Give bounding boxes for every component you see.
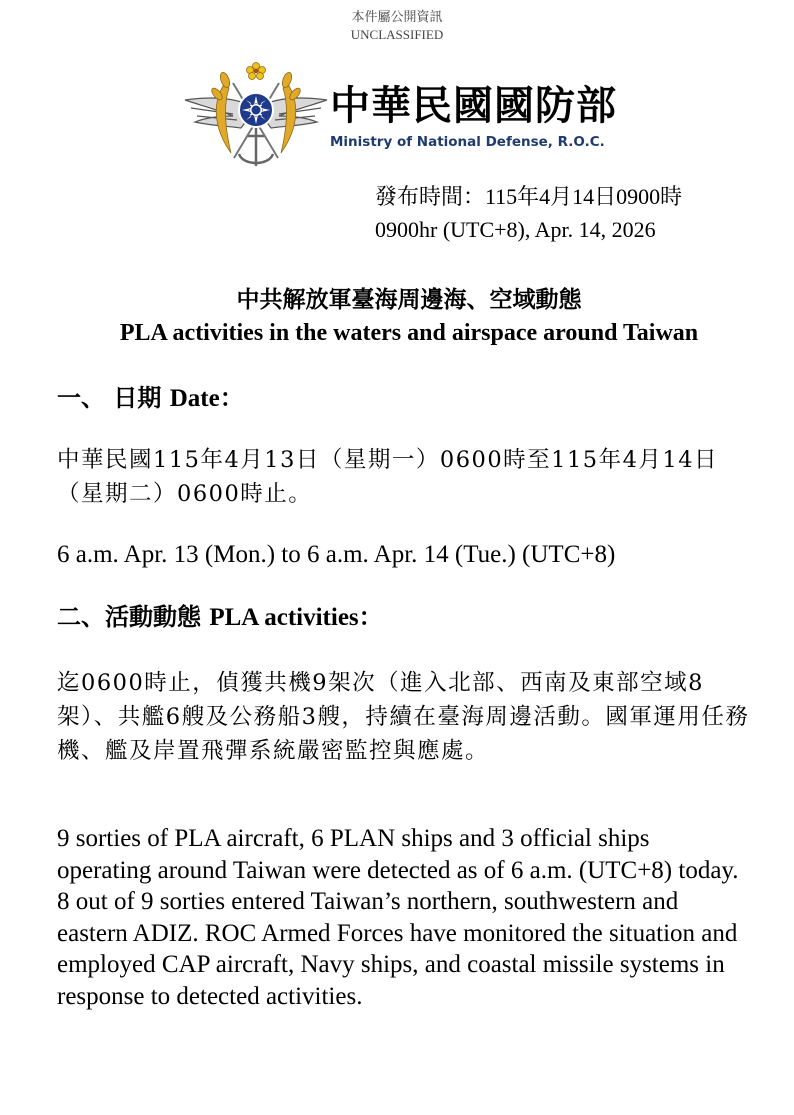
document-title-en: PLA activities in the waters and airspace around Taiwan [119,320,699,346]
classification-zh: 本件屬公開資訊 [351,9,443,24]
section-activities-heading-en: PLA activities [209,604,359,631]
section-activities-heading-zh: 二、活動動態 [57,602,201,631]
release-time-en: 0900hr (UTC+8), Apr. 14, 2026 [375,217,656,242]
section-activities-body-en: 9 sorties of PLA aircraft, 6 PLAN ships and 3 official ships operating around Taiwan were detected as of 6 a.m. (UTC+8) today. 8 out of 9 sorties entered Taiwan’s northern, southwestern and eastern ADIZ. ROC Armed Forces have monitored the situation and employed CAP aircraft, Navy ships, and coastal missile systems in response to detected activities. [57,825,739,1010]
classification-marking [0,8,794,44]
section-activities-heading [57,600,383,635]
section-date-heading-zh: 一、 日期 [57,383,162,412]
release-time [375,180,682,246]
section-date-heading-colon: ： [219,383,244,412]
section-activities-body-zh: 迄0600時止，偵獲共機9架次（進入北部、西南及東部空域8架）、共艦6艘及公務船3艘，持續在臺海周邊活動。國軍運用任務機、艦及岸置飛彈系統嚴密監控與應處。 [57,670,750,764]
section-date-heading [57,381,244,416]
section-date-body-zh: 中華民國115年4月13日（星期一）0600時至115年4月14日（星期二）0600時止。 [57,447,719,507]
mnd-emblem-icon [183,58,329,176]
section-activities-heading-colon: ： [358,602,383,631]
release-time-zh: 發布時間：115年4月14日0900時 [375,184,683,209]
document-title-zh: 中共解放軍臺海周邊海、空域動態 [236,286,582,313]
section-date-body-en: 6 a.m. Apr. 13 (Mon.) to 6 a.m. Apr. 14 (Tue.) (UTC+8) [57,541,616,568]
ministry-name-zh: 中華民國國防部 [330,83,617,129]
section-date-heading-en: Date [169,385,220,412]
classification-en: UNCLASSIFIED [350,27,444,42]
ministry-name-en: Ministry of National Defense, R.O.C. [330,134,605,150]
